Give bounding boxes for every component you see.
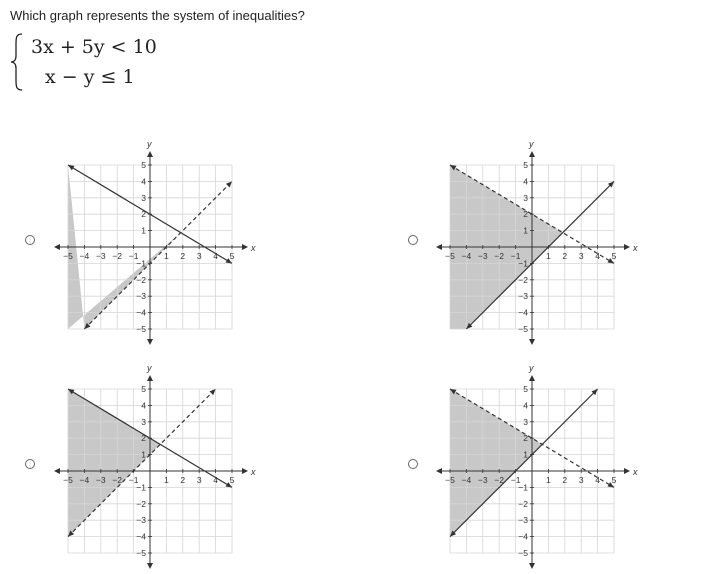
y-tick-label: −5 bbox=[136, 548, 146, 558]
y-axis-arrow-down-icon bbox=[529, 339, 535, 345]
x-axis-label: x bbox=[251, 467, 256, 477]
y-tick-label: −4 bbox=[518, 307, 528, 318]
y-axis-arrow-down-icon bbox=[529, 563, 535, 569]
x-tick-label: −5 bbox=[445, 475, 455, 485]
y-tick-label: 1 bbox=[523, 449, 528, 460]
y-axis-arrow-up-icon bbox=[147, 375, 153, 381]
inequality-system bbox=[8, 32, 168, 92]
graph-option-c bbox=[40, 354, 260, 574]
x-axis-label: x bbox=[633, 243, 638, 253]
y-tick-label: 4 bbox=[523, 176, 528, 187]
y-tick-label: 2 bbox=[141, 209, 146, 220]
x-tick-label: −1 bbox=[128, 251, 139, 261]
x-axis-label: x bbox=[251, 243, 256, 253]
y-tick-label: −2 bbox=[518, 498, 528, 509]
y-tick-label: 3 bbox=[523, 416, 528, 427]
y-tick-label: 2 bbox=[523, 433, 528, 444]
y-tick-label: 1 bbox=[141, 225, 146, 236]
shaded-region bbox=[450, 389, 542, 537]
y-tick-label: −1 bbox=[518, 258, 528, 269]
x-tick-label: −3 bbox=[95, 475, 106, 485]
y-tick-label: −2 bbox=[136, 274, 146, 285]
graph-option-a bbox=[40, 130, 260, 350]
x-tick-label: 3 bbox=[196, 475, 202, 485]
inequality-2: x − y ≤ 1 bbox=[45, 66, 135, 88]
line-arrow-icon bbox=[210, 389, 216, 395]
x-tick-label: 3 bbox=[196, 251, 202, 261]
y-tick-label: −5 bbox=[518, 548, 528, 558]
y-tick-label: 2 bbox=[141, 433, 146, 444]
x-tick-label: −2 bbox=[112, 475, 123, 485]
y-axis-label: y bbox=[147, 139, 152, 149]
x-tick-label: −4 bbox=[461, 251, 472, 261]
x-tick-label: −1 bbox=[510, 475, 521, 485]
x-tick-label: −2 bbox=[112, 251, 123, 261]
radio-button-a[interactable] bbox=[25, 235, 35, 245]
x-tick-label: 2 bbox=[180, 475, 186, 485]
x-tick-label: 5 bbox=[229, 251, 235, 261]
y-axis-label: y bbox=[529, 139, 534, 149]
left-brace-icon bbox=[8, 32, 28, 92]
y-tick-label: 5 bbox=[141, 384, 146, 394]
x-tick-label: −5 bbox=[445, 251, 455, 261]
question-text: Which graph represents the system of inequalities? bbox=[10, 8, 305, 23]
x-tick-label: −1 bbox=[510, 251, 521, 261]
y-axis-label: y bbox=[147, 363, 152, 373]
x-tick-label: 2 bbox=[562, 251, 568, 261]
radio-button-d[interactable] bbox=[408, 459, 418, 469]
y-tick-label: 5 bbox=[523, 160, 528, 170]
y-tick-label: −5 bbox=[518, 324, 528, 334]
x-axis-arrow-left-icon bbox=[54, 468, 60, 474]
y-axis-arrow-up-icon bbox=[529, 375, 535, 381]
y-tick-label: 4 bbox=[523, 400, 528, 411]
y-tick-label: 5 bbox=[141, 160, 146, 170]
x-tick-label: 1 bbox=[164, 475, 169, 485]
x-tick-label: −3 bbox=[477, 251, 488, 261]
y-axis-arrow-up-icon bbox=[147, 151, 153, 157]
x-tick-label: 2 bbox=[562, 475, 568, 485]
y-tick-label: 1 bbox=[141, 449, 146, 460]
x-tick-label: −2 bbox=[494, 475, 505, 485]
y-axis-arrow-down-icon bbox=[147, 563, 153, 569]
y-tick-label: −4 bbox=[518, 531, 528, 542]
y-tick-label: −4 bbox=[136, 307, 146, 318]
y-tick-label: 2 bbox=[523, 209, 528, 220]
x-axis-arrow-right-icon bbox=[242, 244, 248, 250]
x-tick-label: −3 bbox=[477, 475, 488, 485]
graph-option-d bbox=[422, 354, 642, 574]
graph-option-b bbox=[422, 130, 642, 350]
x-tick-label: −1 bbox=[128, 475, 139, 485]
y-axis-label: y bbox=[529, 363, 534, 373]
x-tick-label: 1 bbox=[546, 475, 551, 485]
y-tick-label: −2 bbox=[518, 274, 528, 285]
y-tick-label: −3 bbox=[136, 291, 146, 302]
shaded-region bbox=[68, 389, 160, 537]
x-tick-label: 1 bbox=[164, 251, 169, 261]
x-tick-label: 5 bbox=[229, 475, 235, 485]
y-axis-arrow-up-icon bbox=[529, 151, 535, 157]
y-tick-label: −3 bbox=[518, 515, 528, 526]
x-tick-label: 3 bbox=[578, 475, 584, 485]
y-tick-label: 4 bbox=[141, 400, 146, 411]
radio-button-b[interactable] bbox=[408, 235, 418, 245]
x-tick-label: 5 bbox=[611, 475, 617, 485]
y-tick-label: 3 bbox=[141, 192, 146, 203]
x-tick-label: −5 bbox=[63, 475, 73, 485]
x-tick-label: −4 bbox=[79, 251, 90, 261]
x-tick-label: 4 bbox=[595, 251, 600, 261]
y-tick-label: −1 bbox=[136, 482, 146, 493]
x-tick-label: −2 bbox=[494, 251, 505, 261]
x-tick-label: 2 bbox=[180, 251, 186, 261]
y-tick-label: 5 bbox=[523, 384, 528, 394]
inequality-1: 3x + 5y < 10 bbox=[31, 36, 157, 58]
x-tick-label: −3 bbox=[95, 251, 106, 261]
y-tick-label: 3 bbox=[141, 416, 146, 427]
x-tick-label: 4 bbox=[595, 475, 600, 485]
boundary-line bbox=[84, 181, 232, 329]
x-tick-label: 3 bbox=[578, 251, 584, 261]
x-axis-arrow-left-icon bbox=[436, 468, 442, 474]
y-tick-label: −5 bbox=[136, 324, 146, 334]
x-tick-label: −5 bbox=[63, 251, 73, 261]
y-tick-label: −2 bbox=[136, 498, 146, 509]
radio-button-c[interactable] bbox=[25, 459, 35, 469]
y-axis-arrow-down-icon bbox=[147, 339, 153, 345]
y-tick-label: −3 bbox=[136, 515, 146, 526]
x-axis-arrow-right-icon bbox=[624, 244, 630, 250]
y-tick-label: 4 bbox=[141, 176, 146, 187]
x-tick-label: 4 bbox=[213, 475, 218, 485]
y-tick-label: −1 bbox=[518, 482, 528, 493]
x-axis-label: x bbox=[633, 467, 638, 477]
y-tick-label: −4 bbox=[136, 531, 146, 542]
x-tick-label: −4 bbox=[461, 475, 472, 485]
y-tick-label: −1 bbox=[136, 258, 146, 269]
x-axis-arrow-left-icon bbox=[54, 244, 60, 250]
x-tick-label: 1 bbox=[546, 251, 551, 261]
x-tick-label: −4 bbox=[79, 475, 90, 485]
y-tick-label: 3 bbox=[523, 192, 528, 203]
x-tick-label: 5 bbox=[611, 251, 617, 261]
x-axis-arrow-right-icon bbox=[242, 468, 248, 474]
x-axis-arrow-right-icon bbox=[624, 468, 630, 474]
y-tick-label: 1 bbox=[523, 225, 528, 236]
x-tick-label: 4 bbox=[213, 251, 218, 261]
x-axis-arrow-left-icon bbox=[436, 244, 442, 250]
y-tick-label: −3 bbox=[518, 291, 528, 302]
